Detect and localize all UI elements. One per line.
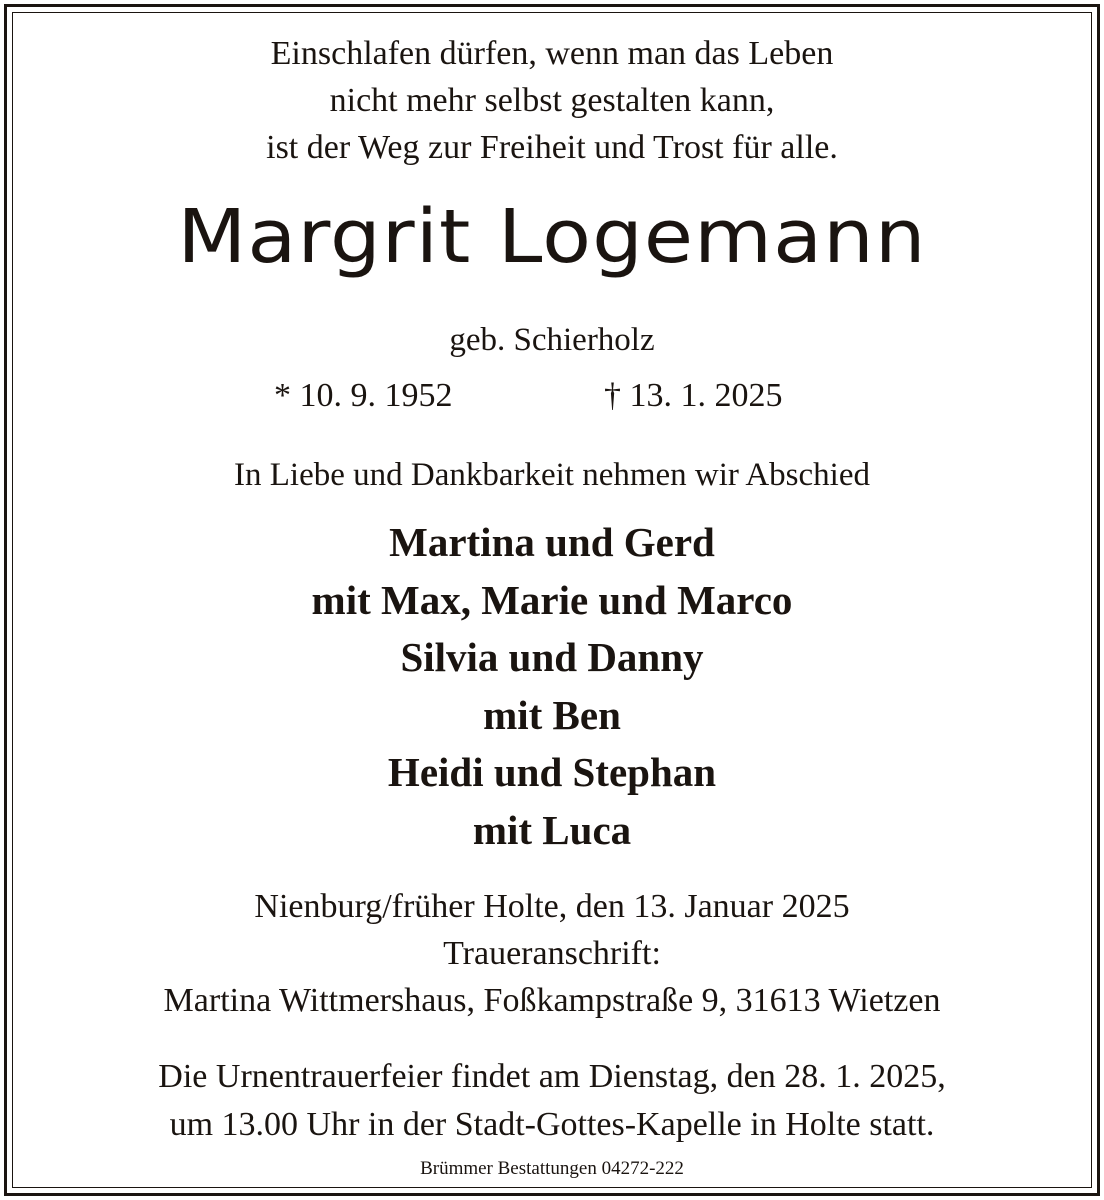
mourners-list bbox=[0, 514, 1104, 859]
poem-line: ist der Weg zur Freiheit und Trost für alle. bbox=[266, 129, 838, 166]
mourner-line: mit Ben bbox=[483, 691, 621, 738]
maiden-name: geb. Schierholz bbox=[449, 322, 655, 358]
place-and-address bbox=[0, 883, 1104, 1024]
service-line: um 13.00 Uhr in der Stadt-Gottes-Kapelle in Holte statt. bbox=[169, 1106, 935, 1143]
mourner-line: Heidi und Stephan bbox=[387, 749, 717, 795]
poem-line: nicht mehr selbst gestalten kann, bbox=[329, 82, 775, 119]
mourner-line: mit Luca bbox=[472, 806, 632, 853]
mourner-line: mit Max, Marie und Marco bbox=[311, 576, 793, 623]
undertaker-credit: Brümmer Bestattungen 04272-222 bbox=[420, 1158, 684, 1179]
farewell-text: In Liebe und Dankbarkeit nehmen wir Abschied bbox=[234, 457, 870, 493]
address-value: Martina Wittmershaus, Foßkampstraße 9, 31613 Wietzen bbox=[163, 982, 941, 1019]
place-date: Nienburg/früher Holte, den 13. Januar 2025 bbox=[254, 888, 850, 925]
service-line: Die Urnentrauerfeier findet am Dienstag, den 28. 1. 2025, bbox=[158, 1058, 946, 1095]
deceased-name: Margrit Logemann bbox=[177, 194, 927, 280]
mourner-line: Martina und Gerd bbox=[389, 519, 715, 565]
poem-line: Einschlafen dürfen, wenn man das Leben bbox=[270, 35, 834, 72]
address-label: Traueranschrift: bbox=[443, 935, 661, 972]
death-date: † 13. 1. 2025 bbox=[604, 377, 783, 414]
poem bbox=[0, 30, 1104, 171]
mourner-line: Silvia und Danny bbox=[400, 634, 704, 680]
birth-date: * 10. 9. 1952 bbox=[274, 377, 453, 414]
service-notice bbox=[0, 1053, 1104, 1149]
